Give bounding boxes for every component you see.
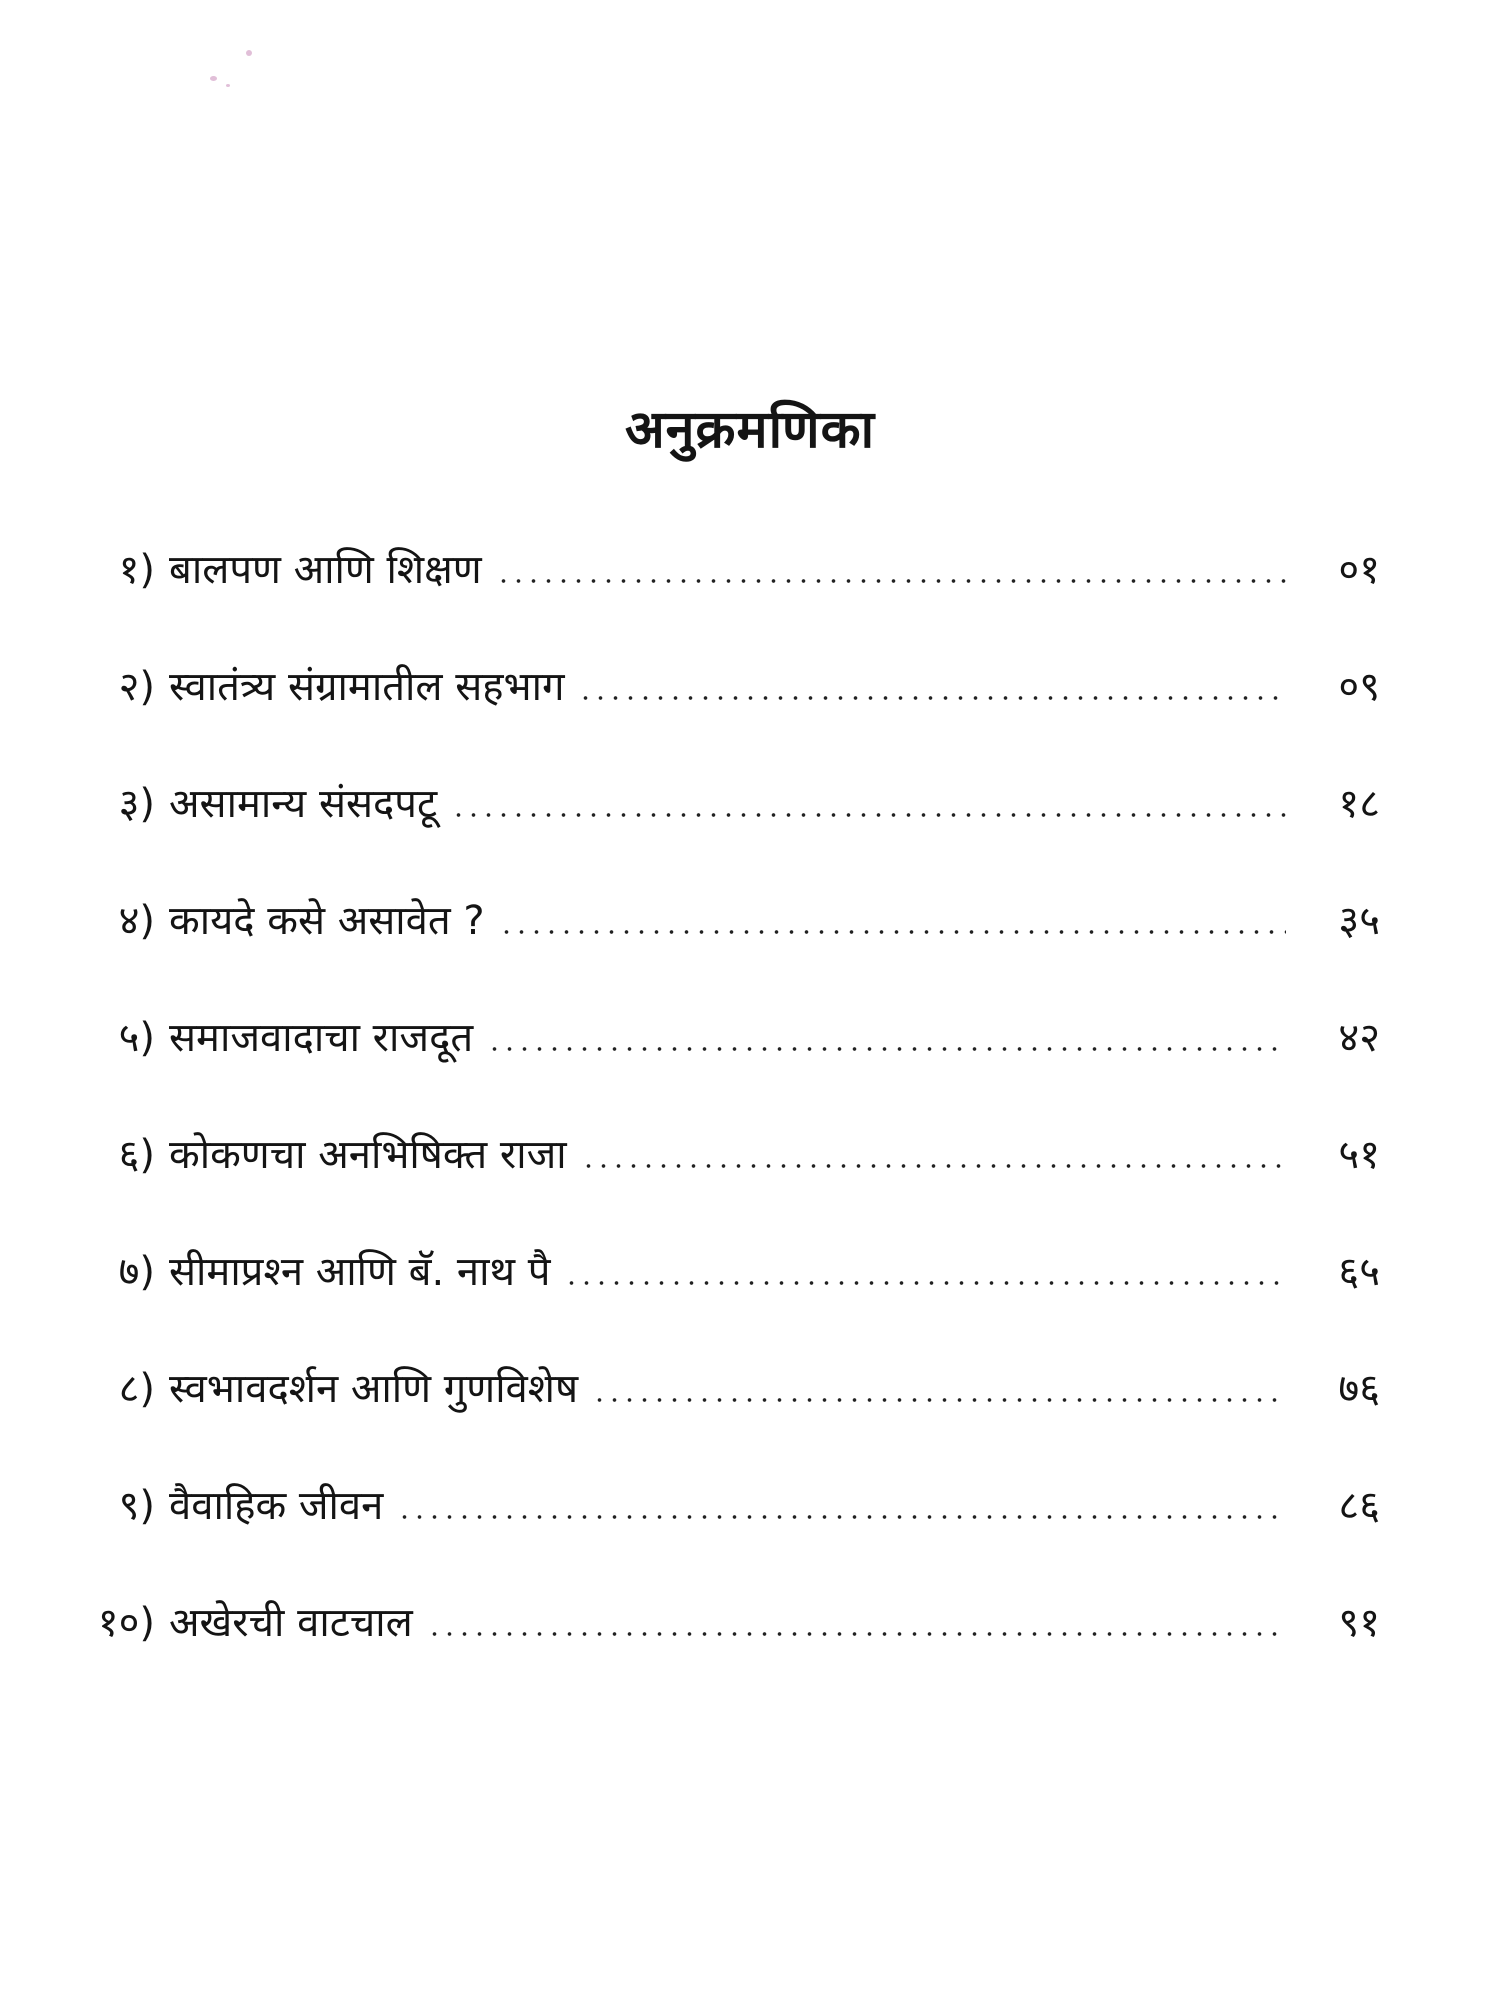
- toc-entry-number: ८): [118, 1366, 155, 1412]
- toc-entry: [70, 1115, 1380, 1195]
- ink-smudge: [210, 76, 217, 81]
- toc-entry-number: ९): [118, 1483, 155, 1529]
- dot-leader: [496, 578, 1286, 584]
- dot-leader: [578, 695, 1286, 701]
- toc-entry: [70, 1232, 1380, 1312]
- toc-entry: [70, 998, 1380, 1078]
- toc-entry-page: ९१: [1338, 1600, 1380, 1646]
- toc-entry-page: ०९: [1338, 664, 1380, 710]
- toc-entry-page: ३५: [1338, 898, 1380, 944]
- toc-entry-number: १): [118, 547, 155, 593]
- toc-entry-page: १८: [1338, 781, 1380, 827]
- toc-entry-title: वैवाहिक जीवन: [169, 1483, 384, 1529]
- toc-entry-number: १०): [97, 1600, 155, 1646]
- toc-entry-title: बालपण आणि शिक्षण: [169, 547, 482, 593]
- toc-entry: [70, 764, 1380, 844]
- toc-entry: [70, 1466, 1380, 1546]
- toc-entry-number: ३): [118, 781, 155, 827]
- dot-leader: [499, 929, 1286, 935]
- toc-entry-number: ५): [118, 1015, 155, 1061]
- page-title: अनुक्रमणिका: [624, 400, 876, 460]
- toc-entry-title: स्वभावदर्शन आणि गुणविशेष: [169, 1366, 579, 1412]
- toc-entry-title: कायदे कसे असावेत ?: [169, 898, 485, 944]
- toc-entry-number: २): [118, 664, 155, 710]
- dot-leader: [581, 1163, 1286, 1169]
- toc-entry-number: ७): [118, 1249, 155, 1295]
- toc-entry-title: समाजवादाचा राजदूत: [169, 1015, 474, 1061]
- ink-smudge: [246, 50, 252, 56]
- toc-entry-title: अखेरची वाटचाल: [169, 1600, 413, 1646]
- dot-leader: [427, 1631, 1286, 1637]
- toc-entry-title: स्वातंत्र्य संग्रामातील सहभाग: [169, 664, 565, 710]
- toc-entry: [70, 1349, 1380, 1429]
- toc-entry: [70, 530, 1380, 610]
- toc-entry-page: ४२: [1338, 1015, 1380, 1061]
- toc-entry-title: कोकणचा अनभिषिक्त राजा: [169, 1132, 567, 1178]
- toc-entry-number: ६): [118, 1132, 155, 1178]
- toc-entry: [70, 647, 1380, 727]
- toc-entry-title: असामान्य संसदपटू: [169, 781, 438, 827]
- dot-leader: [592, 1397, 1286, 1403]
- dot-leader: [564, 1280, 1286, 1286]
- toc-entry-number: ४): [118, 898, 155, 944]
- toc-entry-page: ८६: [1338, 1483, 1380, 1529]
- toc-entry-page: ६५: [1338, 1249, 1380, 1295]
- toc-entry: [70, 1583, 1380, 1663]
- dot-leader: [451, 812, 1286, 818]
- toc-entry-page: ७६: [1338, 1366, 1380, 1412]
- toc-entry-title: सीमाप्रश्‍न आणि बॅ. नाथ पै: [169, 1249, 551, 1295]
- toc-entry-page: ५१: [1338, 1132, 1380, 1178]
- toc-entry-page: ०१: [1338, 547, 1380, 593]
- toc-entry: [70, 881, 1380, 961]
- ink-smudge: [226, 84, 230, 87]
- dot-leader: [487, 1046, 1286, 1052]
- dot-leader: [397, 1514, 1286, 1520]
